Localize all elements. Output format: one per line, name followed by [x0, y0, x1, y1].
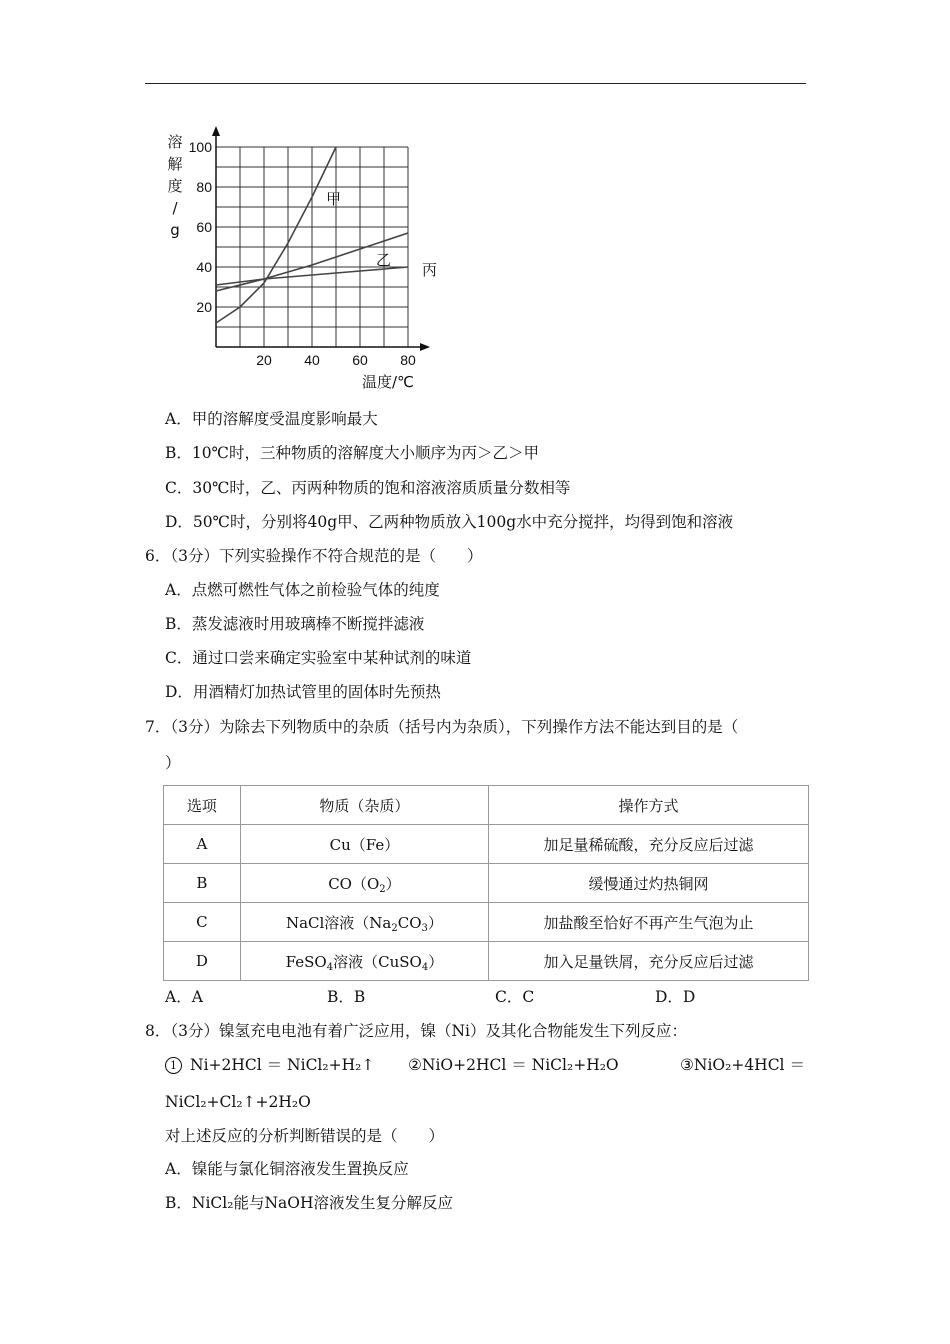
- table-header: 选项: [164, 786, 241, 825]
- table-row: [164, 864, 809, 903]
- q8-reaction-2: ②NiO+2HCl ＝ NiCl₂+H₂O: [408, 1056, 619, 1074]
- table-cell-substance: $CO(O_2)$: [240, 864, 488, 903]
- header-rule: [145, 83, 806, 84]
- q5-option-c[interactable]: C．30℃时，乙、丙两种物质的饱和溶液溶质质量分数相等: [165, 479, 571, 497]
- table-cell-option: C: [164, 903, 241, 942]
- y-tick-label: 20: [196, 299, 212, 315]
- table-cell-method: 加足量稀硫酸，充分反应后过滤: [489, 825, 809, 864]
- x-tick-label: 20: [256, 352, 272, 368]
- q5-option-a[interactable]: A．甲的溶解度受温度影响最大: [165, 410, 378, 428]
- y-axis-label-char: g: [170, 221, 180, 239]
- table-cell-substance: NaCl溶液$(Na_2CO_3)$: [240, 903, 488, 942]
- q7-stem-end: ）: [165, 754, 181, 772]
- q8-question: 对上述反应的分析判断错误的是（ ）: [165, 1127, 445, 1145]
- x-axis-arrow: [420, 343, 430, 351]
- table-row: [164, 825, 809, 864]
- series-line-1: [216, 147, 336, 323]
- q5-option-b[interactable]: B．10℃时，三种物质的溶解度大小顺序为丙＞乙＞甲: [165, 444, 539, 462]
- table-cell-method: 加盐酸至恰好不再产生气泡为止: [489, 903, 809, 942]
- table-cell-method: 缓慢通过灼热铜网: [489, 864, 809, 903]
- y-axis-arrow: [212, 126, 220, 136]
- table-cell-option: B: [164, 864, 241, 903]
- q8-option-a[interactable]: A．镍能与氯化铜溶液发生置换反应: [165, 1160, 409, 1178]
- q7-answer-a[interactable]: A．A: [165, 988, 203, 1006]
- series-label: 乙: [376, 251, 392, 269]
- q8-reaction-3-continued: NiCl₂+Cl₂↑+2H₂O: [165, 1093, 311, 1111]
- series-label: 甲: [326, 190, 342, 208]
- q7-answer-d[interactable]: D．D: [655, 988, 696, 1006]
- table-cell-option: D: [164, 942, 241, 981]
- circled-number: 1: [165, 1057, 182, 1074]
- q7-table: [163, 785, 809, 981]
- table-header: 操作方式: [489, 786, 809, 825]
- q8-option-b[interactable]: B．NiCl₂能与NaOH溶液发生复分解反应: [165, 1194, 453, 1212]
- q8-reaction-1: 1 Ni+2HCl ＝ NiCl₂+H₂↑: [165, 1054, 374, 1076]
- y-axis-label-char: 度: [167, 177, 183, 195]
- table-cell-substance: Cu（Fe）: [240, 825, 488, 864]
- q6-option-b[interactable]: B．蒸发滤液时用玻璃棒不断搅拌滤液: [165, 615, 425, 633]
- solubility-chart: [160, 122, 450, 394]
- table-row: [164, 942, 809, 981]
- y-axis-label-char: 解: [167, 155, 183, 173]
- y-axis-label-char: /: [172, 199, 178, 217]
- q5-option-d[interactable]: D．50℃时，分别将40g甲、乙两种物质放入100g水中充分搅拌，均得到饱和溶液: [165, 513, 734, 531]
- q7-answer-c[interactable]: C．C: [495, 988, 535, 1006]
- y-tick-label: 60: [196, 219, 212, 235]
- table-header-row: [164, 786, 809, 825]
- q8-stem: 8．（3分）镍氢充电电池有着广泛应用，镍（Ni）及其化合物能发生下列反应：: [145, 1022, 687, 1040]
- y-tick-label: 100: [188, 139, 212, 155]
- series-label: 丙: [422, 261, 438, 279]
- table-cell-substance: FeSO$_4$溶液（CuSO$_4$）: [240, 942, 488, 981]
- q8-reaction-3: ③NiO₂+4HCl ＝: [680, 1056, 805, 1074]
- y-tick-label: 80: [196, 179, 212, 195]
- x-tick-label: 40: [304, 352, 320, 368]
- x-axis-label: 温度/℃: [362, 373, 414, 391]
- table-row: [164, 903, 809, 942]
- table-cell-option: A: [164, 825, 241, 864]
- q6-option-a[interactable]: A．点燃可燃性气体之前检验气体的纯度: [165, 581, 440, 599]
- table-header: 物质（杂质）: [240, 786, 488, 825]
- q7-stem: 7．（3分）为除去下列物质中的杂质（括号内为杂质），下列操作方法不能达到目的是（: [145, 718, 739, 736]
- q6-option-c[interactable]: C．通过口尝来确定实验室中某种试剂的味道: [165, 649, 472, 667]
- q7-answer-b[interactable]: B．B: [327, 988, 366, 1006]
- x-tick-label: 60: [352, 352, 368, 368]
- y-tick-label: 40: [196, 259, 212, 275]
- table-cell-method: 加入足量铁屑，充分反应后过滤: [489, 942, 809, 981]
- y-axis-label-char: 溶: [167, 133, 183, 151]
- q6-option-d[interactable]: D．用酒精灯加热试管里的固体时先预热: [165, 683, 441, 701]
- q6-stem: 6．（3分）下列实验操作不符合规范的是（ ）: [145, 547, 483, 565]
- x-tick-label: 80: [400, 352, 416, 368]
